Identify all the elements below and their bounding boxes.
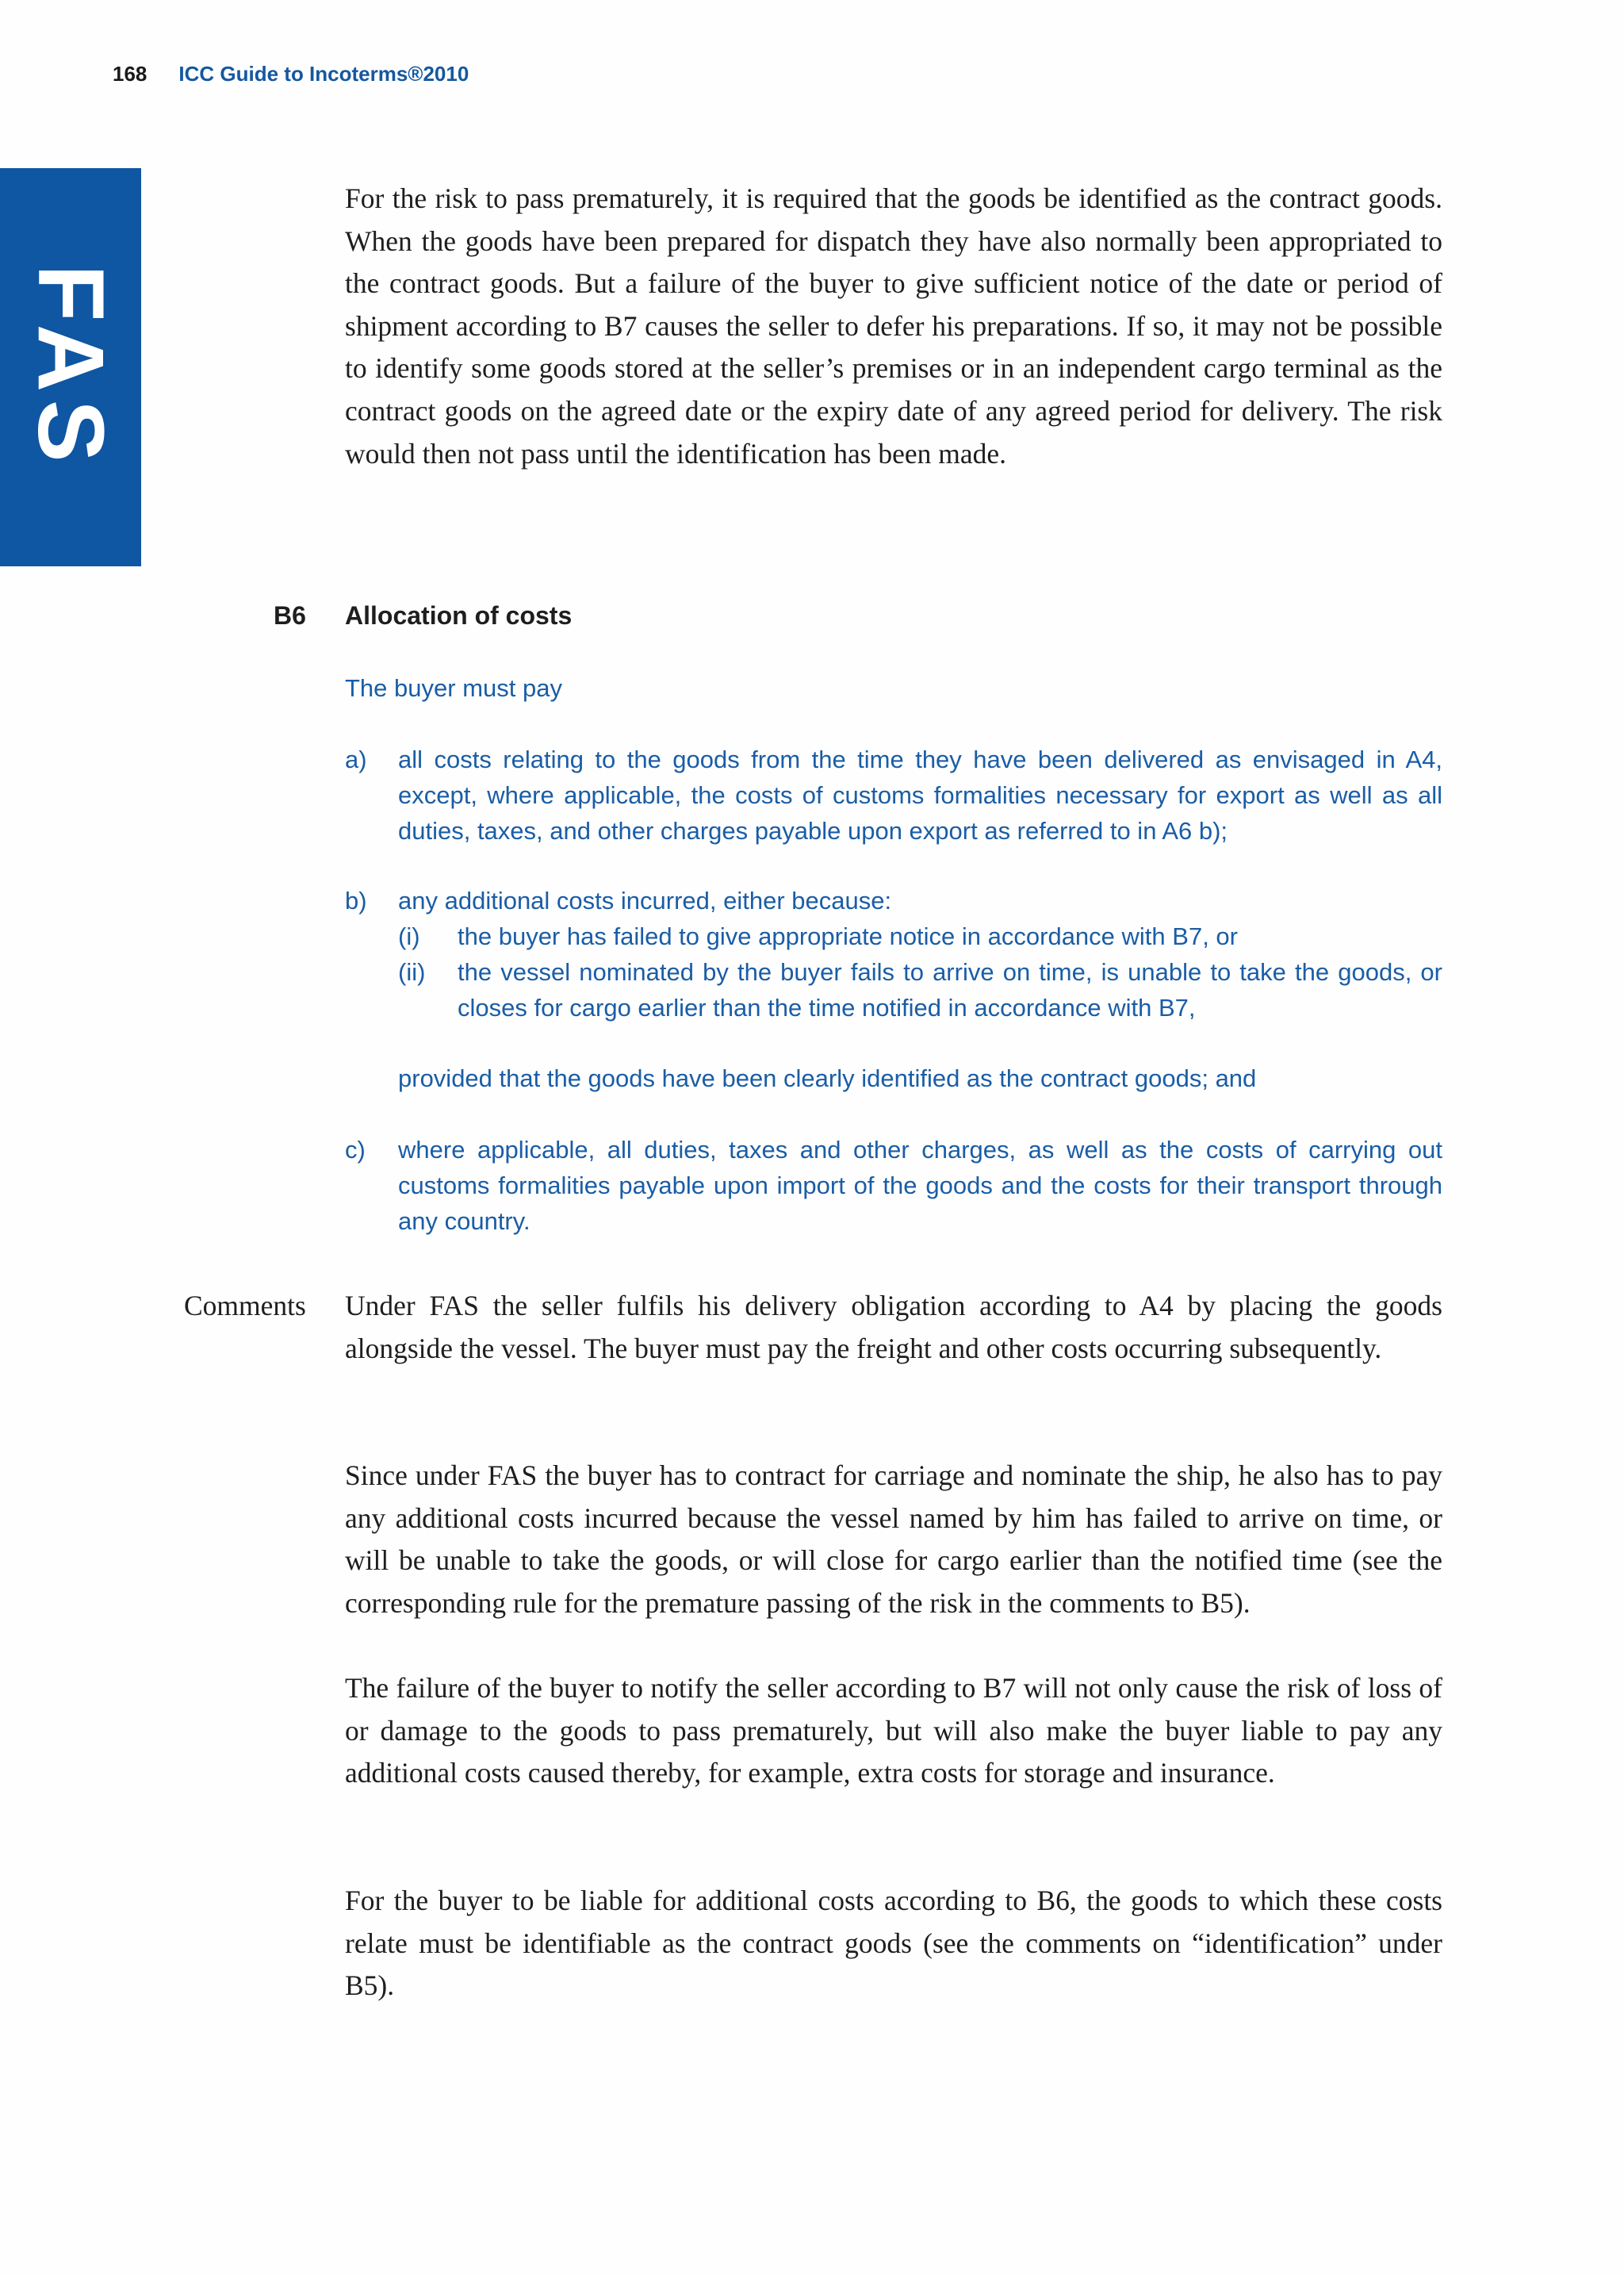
- side-tab-label: FAS: [18, 264, 123, 470]
- item-b-sub-i-text: the buyer has failed to give appropriate notice in accordance with B7, or: [458, 922, 1238, 950]
- page-number: 168: [113, 62, 147, 86]
- comments-paragraph-2: Since under FAS the buyer has to contract for carriage and nominate the ship, he also has to pay any additional costs incurred because the vessel named by him has failed to arrive on time, or will be unable to take the goods, or will close for cargo earlier than the notified time (see the corresponding rule for the premature passing of the risk in the comments to B5).: [345, 1459, 1442, 1619]
- comments-paragraph-4: For the buyer to be liable for additional costs according to B6, the goods to which these costs relate must be identifiable as the contract goods (see the comments on “identification” under B5).: [345, 1885, 1442, 2002]
- comments-paragraph-3: The failure of the buyer to notify the seller according to B7 will not only cause the risk of loss of or damage to the goods to pass prematurely, but will also make the buyer liable to pay any additional costs caused thereby, for example, extra costs for storage and insurance.: [345, 1672, 1442, 1789]
- running-header: [113, 62, 469, 86]
- item-b-proviso: provided that the goods have been clearly identified as the contract goods; and: [398, 1064, 1257, 1092]
- comments-paragraph-1: Under FAS the seller fulfils his delivery obligation according to A4 by placing the goods alongside the vessel. The buyer must pay the freight and other costs occurring subsequently.: [345, 1290, 1442, 1364]
- comments-label: Comments: [184, 1290, 306, 1321]
- item-c-label: c): [345, 1136, 366, 1164]
- section-title: Allocation of costs: [345, 601, 573, 630]
- item-c-text: where applicable, all duties, taxes and other charges, as well as the costs of carrying out customs formalities payable upon import of the goods and the costs for their transport through any country.: [398, 1136, 1442, 1235]
- item-b-label: b): [345, 887, 367, 915]
- side-tab: [0, 168, 141, 566]
- item-b-text: any additional costs incurred, either because:: [398, 887, 892, 915]
- section-lead: The buyer must pay: [345, 674, 562, 702]
- item-a-label: a): [345, 746, 367, 773]
- section-number: B6: [274, 601, 306, 630]
- item-b-sub-ii-text: the vessel nominated by the buyer fails to arrive on time, is unable to take the goods, or closes for cargo earlier than the time notified in accordance with B7,: [458, 958, 1442, 1022]
- item-a-text: all costs relating to the goods from the time they have been delivered as envisaged in A4, except, where applicable, the costs of customs formalities necessary for export as well as all duties, taxes, and other charges payable upon export as referred to in A6 b);: [398, 746, 1442, 845]
- intro-paragraph: For the risk to pass prematurely, it is required that the goods be identified as the contract goods. When the goods have been prepared for dispatch they have also normally been appropriated to the contract goods. But a failure of the buyer to give sufficient notice of the date or period of shipment according to B7 causes the seller to defer his preparations. If so, it may not be possible to identify some goods stored at the seller’s premises or in an independent cargo terminal as the contract goods on the agreed date or the expiry date of any agreed period for delivery. The risk would then not pass until the identification has been made.: [345, 182, 1442, 470]
- item-b-sub-i-label: (i): [398, 922, 420, 950]
- item-b-sub-ii-label: (ii): [398, 958, 426, 986]
- book-title: ICC Guide to Incoterms®2010: [178, 62, 469, 86]
